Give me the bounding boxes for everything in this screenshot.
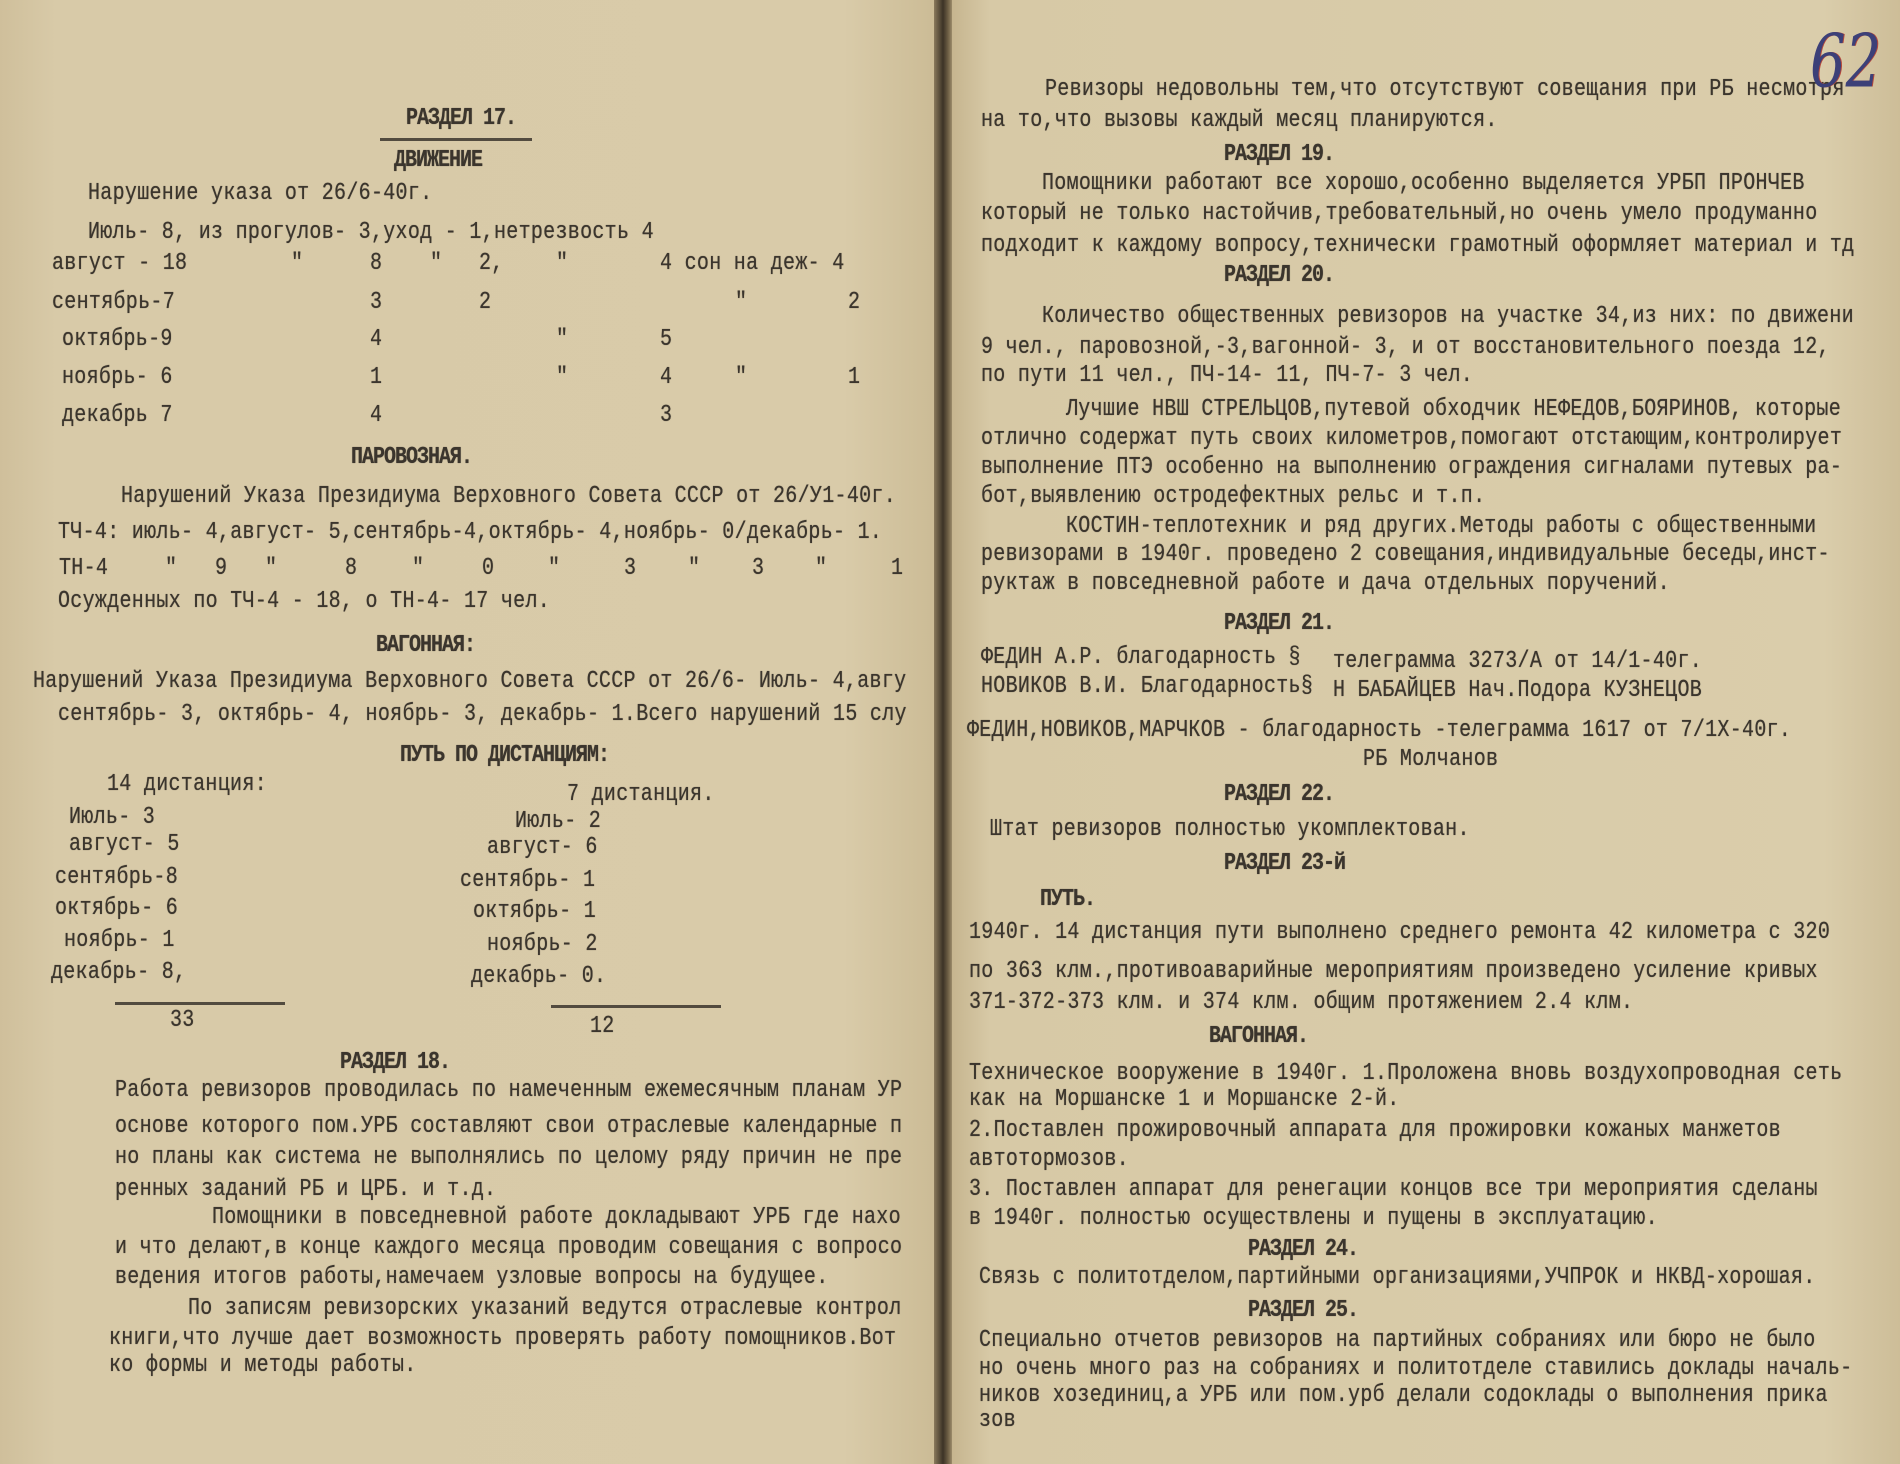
vagonnaya-title: ВАГОННАЯ: [376,631,476,660]
distance-14-item: октябрь- 6 [55,894,179,923]
section-24-title: РАЗДЕЛ 24. [1248,1235,1359,1264]
section-17-subtitle: ДВИЖЕНИЕ [394,146,483,175]
section-23-line: 1940г. 14 дистанция пути выполнено среднего ремонта 42 километра с 320 [969,918,1831,947]
parovoznaya-intro: Нарушений Указа Президиума Верховного Совета СССР от 26/У1-40г. [121,482,897,511]
section-25-line: ников хозединиц,а УРБ или пом.урб делали содоклады о выполнения прика [979,1381,1828,1410]
table-cell: " [556,363,569,392]
right-page [952,0,1900,1464]
distance-14-item: Июль- 3 [69,803,156,832]
section-20-line: по пути 11 чел., ПЧ-14- 11, ПЧ-7- 3 чел. [981,361,1474,390]
tn4-cell: 0 [482,554,495,583]
section-25-line: зов [979,1406,1016,1435]
table-row-month: октябрь-9 [62,325,173,354]
handwritten-page-number: 62 [1810,20,1882,105]
section-20-line: КОСТИН-теплотехник и ряд других.Методы работы с общественными [1066,512,1817,541]
table-row-month: август - 18 [52,249,188,278]
table-cell: " [291,249,304,278]
table-cell: 4 сон на деж- 4 [660,249,845,278]
section-20-line: Лучшие НВШ СТРЕЛЬЦОВ,путевой обходчик НЕФЕДОВ,БОЯРИНОВ, которые [1066,395,1842,424]
section-21-title: РАЗДЕЛ 21. [1224,609,1335,638]
section-18-line: и что делают,в конце каждого месяца проводим совещания с вопросо [115,1233,903,1262]
section-22-title: РАЗДЕЛ 22. [1224,780,1335,809]
section-20-line: бот,выявлению остродефектных рельс и т.п. [981,482,1486,511]
section-18-line: Помощники в повседневной работе докладывают УРБ где нахо [212,1203,901,1232]
section-title-underline [380,138,532,141]
table-cell: " [430,249,443,278]
section-20-line: 9 чел., паровозной,-3,вагонной- 3, и от восстановительного поезда 12, [981,333,1830,362]
table-row-month: ноябрь- 6 [62,363,173,392]
section-23-title: РАЗДЕЛ 23-й [1224,849,1346,878]
table-row-month: сентябрь-7 [52,288,176,317]
table-cell: 4 [370,401,383,430]
paragraph-line: на то,что вызовы каждый месяц планируются. [981,106,1498,135]
distance-14-item: август- 5 [69,830,180,859]
section-19-line: Помощники работают все хорошо,особенно выделяется УРБП ПРОНЧЕВ [1042,169,1805,198]
intro-line: Нарушение указа от 26/6-40г. [88,179,433,208]
table-cell: 1 [370,363,383,392]
tn4-cell: " [165,554,178,583]
section-23-line: 371-372-373 клм. и 374 клм. общим протяжением 2.4 клм. [969,988,1634,1017]
parovoznaya-title: ПАРОВОЗНАЯ. [351,443,473,472]
award-reference: телеграмма 3273/А от 14/1-40г. [1333,647,1703,676]
section-18-line: ко формы и методы работы. [109,1351,417,1380]
section-18-title: РАЗДЕЛ 18. [340,1048,451,1077]
section-23-subtitle: ПУТЬ. [1040,885,1096,914]
tn4-cell: " [548,554,561,583]
section-25-title: РАЗДЕЛ 25. [1248,1296,1359,1325]
distance-7-item: октябрь- 1 [473,897,597,926]
distance-7-item: Июль- 2 [515,807,602,836]
table-cell: 4 [660,363,673,392]
table-cell: 3 [660,401,673,430]
award-reference: Н БАБАЙЦЕВ Нач.Подора КУЗНЕЦОВ [1333,676,1703,705]
table-cell: 2, [479,249,504,278]
table-row-month: декабрь 7 [62,401,173,430]
section-20-line: выполнение ПТЭ особенно на выполнению ограждения сигналами путевых ра- [981,453,1843,482]
section-18-line: ведения итогов работы,намечаем узловые вопросы на будущее. [115,1263,829,1292]
section-18-line: По записям ревизорских указаний ведутся отраслевые контрол [188,1294,902,1323]
distance-14-item: декабрь- 8, [51,958,187,987]
award-name: ФЕДИН А.Р. благодарность § [981,643,1301,672]
vagonnaya-line: сентябрь- 3, октябрь- 4, ноябрь- 3, декабрь- 1.Всего нарушений 15 слу [58,700,907,729]
section-20-line: руктаж в повседневной работе и дача отдельных поручений. [981,569,1670,598]
vagonnaya-line: автотормозов. [969,1145,1129,1174]
distance-7-item: сентябрь- 1 [460,866,596,895]
tn4-cell: 3 [624,554,637,583]
section-17-title: РАЗДЕЛ 17. [406,104,517,133]
section-18-line: Работа ревизоров проводилась по намеченным ежемесячным планам УР [115,1076,903,1105]
section-22-line: Штат ревизоров полностью укомплектован. [990,815,1470,844]
section-23-line: по 363 клм.,противоаварийные мероприятиям произведено усиление кривых [969,957,1818,986]
table-cell: " [735,363,748,392]
vagonnaya-line: как на Моршанске 1 и Моршанске 2-й. [969,1085,1400,1114]
section-19-line: подходит к каждому вопросу,технически грамотный оформляет материал и тд [981,231,1855,260]
distance-14-title: 14 дистанция: [107,770,267,799]
section-20-line: Количество общественных ревизоров на участке 34,из них: по движени [1042,302,1854,331]
convicted-line: Осужденных по ТЧ-4 - 18, о ТН-4- 17 чел. [58,587,551,616]
table-cell: " [556,249,569,278]
table-cell: " [556,325,569,354]
table-cell: 3 [370,288,383,317]
table-cell: 2 [479,288,492,317]
section-25-line: но очень много раз на собраниях и политотделе ставились доклады началь- [979,1354,1853,1383]
distance-7-total: 12 [590,1012,615,1041]
vagonnaya-line: 3. Поставлен аппарат для ренегации концов все три мероприятия сделаны [969,1175,1818,1204]
section-18-line: книги,что лучше дает возможность проверять работу помощников.Вот [109,1324,897,1353]
award-name: НОВИКОВ В.И. Благодарность§ [981,672,1314,701]
table-cell: 4 [370,325,383,354]
award-line: ФЕДИН,НОВИКОВ,МАРЧКОВ - благодарность -телеграмма 1617 от 7/1Х-40г. [967,716,1792,745]
tn4-cell: 3 [752,554,765,583]
vagonnaya-line: Нарушений Указа Президиума Верховного Совета СССР от 26/6- Июль- 4,авгу [33,667,907,696]
section-20-line: отлично содержат путь своих километров,помогают отстающим,контролирует [981,424,1843,453]
left-page [0,0,938,1464]
table-cell: " [735,288,748,317]
distance-7-item: декабрь- 0. [471,962,607,991]
section-19-line: который не только настойчив,требовательный,но очень умело продуманно [981,199,1818,228]
vagonnaya-title: ВАГОННАЯ. [1209,1022,1309,1051]
tn4-cell: " [412,554,425,583]
distance-7-item: август- 6 [487,833,598,862]
distance-7-item: ноябрь- 2 [487,930,598,959]
vagonnaya-line: 2.Поставлен прожировочный аппарата для прожировки кожаных манжетов [969,1116,1781,1145]
sum-rule [115,1002,285,1005]
sum-rule [551,1005,721,1008]
section-24-line: Связь с политотделом,партийными организациями,УЧПРОК и НКВД-хорошая. [979,1263,1816,1292]
tn4-cell: ТН-4 [59,554,109,583]
distance-14-total: 33 [170,1006,195,1035]
distance-7-title: 7 дистанция. [567,780,715,809]
tn4-cell: 8 [345,554,358,583]
vagonnaya-line: в 1940г. полностью осуществлены и пущены в эксплуатацию. [969,1204,1658,1233]
tn4-cell: 9 [215,554,228,583]
tn4-cell: " [688,554,701,583]
book-gutter [934,0,954,1464]
paragraph-line: Ревизоры недовольны тем,что отсутствуют совещания при РБ несмотря [1045,75,1845,104]
section-19-title: РАЗДЕЛ 19. [1224,140,1335,169]
section-25-line: Специально отчетов ревизоров на партийных собраниях или бюро не было [979,1326,1816,1355]
tn4-cell: " [265,554,278,583]
signature: РБ Молчанов [1363,745,1499,774]
section-18-line: ренных заданий РБ и ЦРБ. и т.д. [115,1175,497,1204]
tch4-line: ТЧ-4: июль- 4,август- 5,сентябрь-4,октябрь- 4,ноябрь- 0/декабрь- 1. [58,518,883,547]
table-cell: 2 [848,288,861,317]
table-cell: 5 [660,325,673,354]
section-20-line: ревизорами в 1940г. проведено 2 совещания,индивидуальные беседы,инст- [981,540,1830,569]
tn4-cell: 1 [891,554,904,583]
tn4-cell: " [815,554,828,583]
vagonnaya-line: Техническое вооружение в 1940г. 1.Проложена вновь воздухопроводная сеть [969,1059,1843,1088]
table-cell: 8 [370,249,383,278]
section-18-line: основе которого пом.УРБ составляют свои отраслевые календарные п [115,1112,903,1141]
section-20-title: РАЗДЕЛ 20. [1224,261,1335,290]
july-line: Июль- 8, из прогулов- 3,уход - 1,нетрезвость 4 [88,218,654,247]
table-cell: 1 [848,363,861,392]
distance-14-item: сентябрь-8 [55,863,179,892]
put-title: ПУТЬ ПО ДИСТАНЦИЯМ: [400,741,610,770]
section-18-line: но планы как система не выполнялись по целому ряду причин не пре [115,1143,903,1172]
distance-14-item: ноябрь- 1 [64,926,175,955]
